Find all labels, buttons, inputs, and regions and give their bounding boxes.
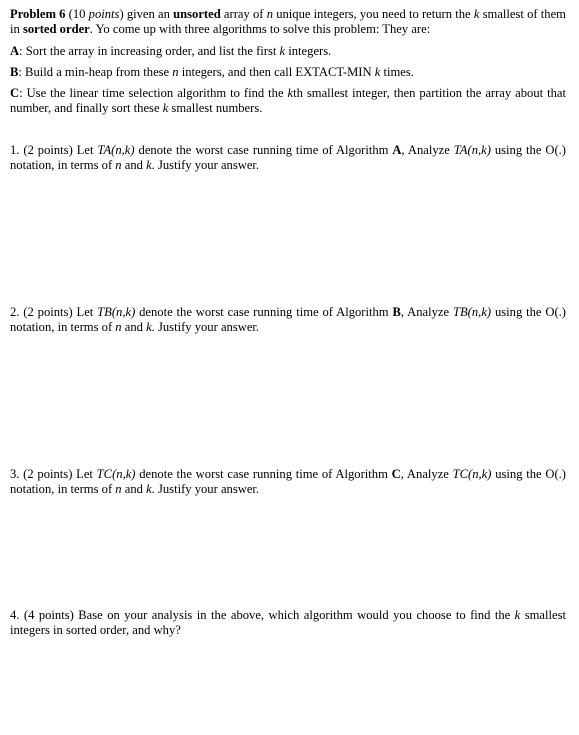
sorted-order-term: sorted order	[22, 22, 90, 36]
function-name: TC(n,k)	[96, 467, 136, 481]
question-text: . Justify your answer.	[151, 320, 260, 334]
algorithm-ref: A	[392, 143, 402, 157]
question-2	[10, 305, 566, 335]
algorithm-text: integers.	[285, 44, 332, 58]
question-text: using the O(.) notation, in terms of	[10, 467, 566, 496]
algorithm-a	[10, 44, 566, 59]
question-text: , Analyze	[400, 305, 453, 319]
var-k: k	[473, 7, 480, 21]
algorithm-letter: A	[10, 44, 20, 58]
question-text: 4. (4 points) Base on your analysis in the above, which algorithm would you choose to find the	[10, 608, 515, 622]
question-text: . Justify your answer.	[151, 158, 260, 172]
algorithm-text: : Build a min-heap from these	[18, 65, 173, 79]
question-text: denote the worst case running time of Algorithm	[135, 467, 392, 481]
var-k: k	[146, 482, 152, 496]
algorithm-text: : Sort the array in increasing order, and list the first	[19, 44, 280, 58]
var-n: n	[115, 482, 122, 496]
algorithm-ref: C	[391, 467, 401, 481]
algorithm-text: : Use the linear time selection algorithm to find the	[19, 86, 288, 100]
statement-text: given an	[123, 7, 174, 21]
question-text: and	[121, 482, 147, 496]
question-text: denote the worst case running time of Algorithm	[135, 305, 393, 319]
question-text: . Justify your answer.	[151, 482, 260, 496]
question-text: 2. (2 points) Let	[10, 305, 98, 319]
function-name: TB(n,k)	[452, 305, 492, 319]
statement-text: smallest of them in	[10, 7, 566, 36]
question-4	[10, 608, 566, 638]
question-text: using the O(.) notation, in terms of	[10, 305, 566, 334]
algorithm-b	[10, 65, 566, 80]
algorithm-text: times.	[380, 65, 414, 79]
question-text: smallest integers in sorted order, and why?	[10, 608, 566, 637]
algorithm-c	[10, 86, 566, 116]
question-text: denote the worst case running time of Algorithm	[134, 143, 393, 157]
question-text: 1. (2 points) Let	[10, 143, 98, 157]
var-k: k	[279, 44, 286, 58]
function-name: TA(n,k)	[453, 143, 491, 157]
points-close: )	[119, 7, 124, 21]
algorithm-letter: C	[10, 86, 20, 100]
question-text: and	[121, 320, 147, 334]
function-name: TB(n,k)	[97, 305, 136, 319]
algorithm-ref: B	[392, 305, 401, 319]
var-k: k	[287, 86, 294, 100]
algorithm-text: th smallest integer, then partition the array about that number, and finally sort these	[10, 86, 566, 115]
algorithm-text: smallest numbers.	[168, 101, 263, 115]
var-n: n	[115, 158, 122, 172]
var-k: k	[146, 320, 152, 334]
question-text: and	[121, 158, 147, 172]
question-text: , Analyze	[401, 143, 454, 157]
function-name: TA(n,k)	[97, 143, 135, 157]
var-k: k	[514, 608, 521, 622]
algorithm-letter: B	[10, 65, 19, 79]
statement-text: array of	[220, 7, 267, 21]
statement-text: . Yo come up with three algorithms to solve this problem: They are:	[89, 22, 431, 36]
question-1	[10, 143, 566, 173]
var-k: k	[162, 101, 169, 115]
problem-statement	[10, 7, 566, 37]
question-text: using the O(.) notation, in terms of	[10, 143, 566, 172]
var-n: n	[115, 320, 122, 334]
algorithm-text: integers, and then call EXTACT-MIN	[178, 65, 375, 79]
points-open: (10	[68, 7, 89, 21]
problem-page	[10, 7, 566, 637]
question-text: 3. (2 points) Let	[10, 467, 97, 481]
problem-label: Problem 6	[10, 7, 66, 21]
points-word: points	[88, 7, 120, 21]
question-text: , Analyze	[400, 467, 453, 481]
var-k: k	[374, 65, 381, 79]
unsorted-term: unsorted	[173, 7, 221, 21]
var-n: n	[172, 65, 179, 79]
function-name: TC(n,k)	[452, 467, 492, 481]
var-n: n	[266, 7, 273, 21]
var-k: k	[146, 158, 152, 172]
statement-text: unique integers, you need to return the	[272, 7, 474, 21]
question-3	[10, 467, 566, 497]
